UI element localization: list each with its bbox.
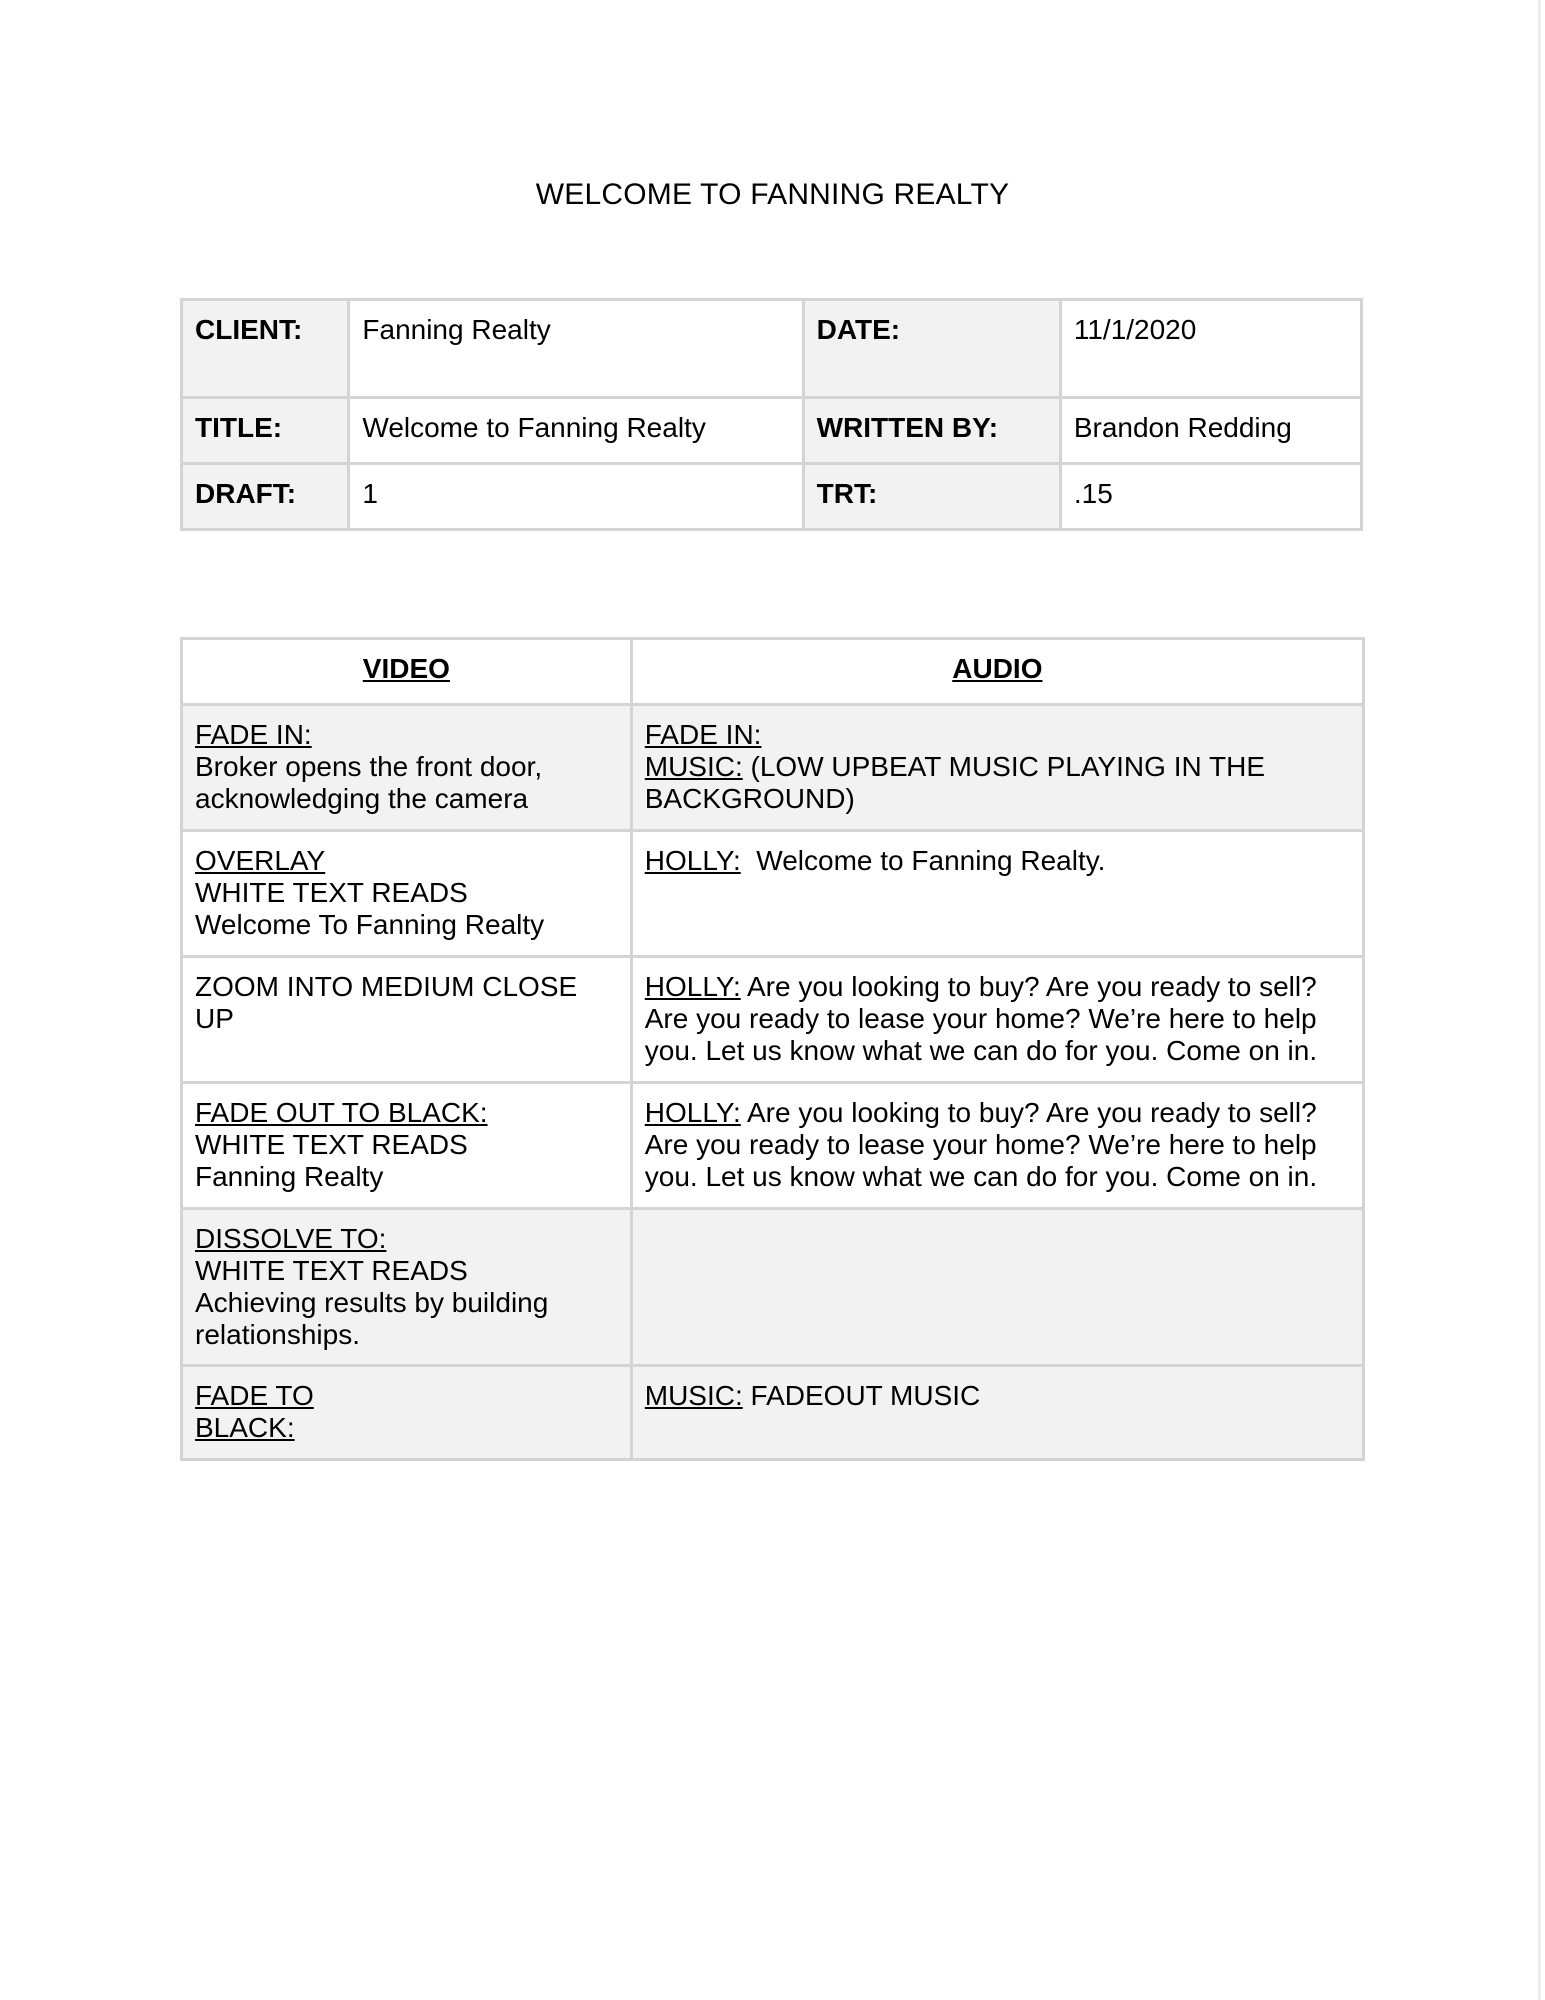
trt-label: TRT: <box>803 464 1060 530</box>
video-text: Welcome To Fanning Realty <box>195 909 545 940</box>
page-title: WELCOME TO FANNING REALTY <box>535 178 1010 211</box>
audio-cell <box>631 1366 1363 1460</box>
audio-speaker: HOLLY: <box>644 845 741 876</box>
video-cue: DISSOLVE TO: <box>195 1223 387 1254</box>
video-cue: FADE IN: <box>195 719 312 750</box>
video-cell <box>182 705 632 831</box>
script-row <box>182 705 1364 831</box>
audio-text: Are you looking to buy? Are you ready to sell? Are you ready to lease your home? We’re here to help you. Let us know what we can do for you. Come on in. <box>644 971 1318 1066</box>
page-edge <box>1538 0 1541 2000</box>
info-row-client <box>182 300 1362 398</box>
audio-cell <box>631 705 1363 831</box>
video-text: WHITE TEXT READS <box>195 1129 468 1160</box>
video-cell <box>182 1366 632 1460</box>
script-table <box>180 637 1365 1461</box>
title-label: TITLE: <box>182 398 349 464</box>
audio-speaker: HOLLY: <box>644 1097 741 1128</box>
video-header: VIDEO <box>182 639 632 705</box>
info-row-draft <box>182 464 1362 530</box>
audio-cell <box>631 831 1363 957</box>
video-cell <box>182 1209 632 1366</box>
audio-text: (LOW UPBEAT MUSIC PLAYING IN THE BACKGROUND) <box>644 751 1265 814</box>
video-cue: BLACK: <box>195 1412 295 1443</box>
video-text: acknowledging the camera <box>195 783 529 814</box>
title-value: Welcome to Fanning Realty <box>349 398 803 464</box>
video-text: UP <box>195 1003 234 1034</box>
video-cell <box>182 1083 632 1209</box>
audio-text: Are you looking to buy? Are you ready to sell? Are you ready to lease your home? We’re here to help you. Let us know what we can do for you. Come on in. <box>644 1097 1318 1192</box>
client-label: CLIENT: <box>182 300 349 398</box>
date-value: 11/1/2020 <box>1060 300 1361 398</box>
audio-line <box>645 845 1106 876</box>
audio-cell <box>631 1209 1363 1366</box>
audio-text: FADEOUT MUSIC <box>742 1380 981 1411</box>
video-cue: FADE OUT TO BLACK: <box>195 1097 488 1128</box>
video-cue: OVERLAY <box>195 845 326 876</box>
video-text: ZOOM INTO MEDIUM CLOSE <box>195 971 578 1002</box>
video-text: WHITE TEXT READS <box>195 877 468 908</box>
draft-label: DRAFT: <box>182 464 349 530</box>
client-value: Fanning Realty <box>349 300 803 398</box>
script-row <box>182 957 1364 1083</box>
audio-text: Welcome to Fanning Realty. <box>740 845 1106 876</box>
audio-speaker: MUSIC: <box>644 1380 743 1411</box>
written-by-value: Brandon Redding <box>1060 398 1361 464</box>
video-cell <box>182 831 632 957</box>
video-cell <box>182 957 632 1083</box>
script-row <box>182 831 1364 957</box>
video-text: Broker opens the front door, <box>195 751 543 782</box>
audio-cue: FADE IN: <box>644 719 762 750</box>
audio-line <box>645 971 1317 1066</box>
audio-line <box>645 1097 1317 1192</box>
audio-speaker: HOLLY: <box>644 971 741 1002</box>
audio-speaker: MUSIC: <box>644 751 743 782</box>
video-cue: FADE TO <box>195 1380 314 1411</box>
script-row <box>182 1209 1364 1366</box>
audio-header: AUDIO <box>631 639 1363 705</box>
audio-cell <box>631 1083 1363 1209</box>
audio-cell <box>631 957 1363 1083</box>
video-text: WHITE TEXT READS <box>195 1255 468 1286</box>
video-text: Achieving results by building <box>195 1287 549 1318</box>
audio-line <box>645 751 1265 814</box>
draft-value: 1 <box>349 464 803 530</box>
script-row <box>182 1366 1364 1460</box>
date-label: DATE: <box>803 300 1060 398</box>
info-table <box>180 298 1363 531</box>
audio-line <box>645 1380 981 1411</box>
info-row-title <box>182 398 1362 464</box>
trt-value: .15 <box>1060 464 1361 530</box>
script-header-row <box>182 639 1364 705</box>
script-row <box>182 1083 1364 1209</box>
written-by-label: WRITTEN BY: <box>803 398 1060 464</box>
video-text: relationships. <box>195 1319 360 1350</box>
video-text: Fanning Realty <box>195 1161 384 1192</box>
